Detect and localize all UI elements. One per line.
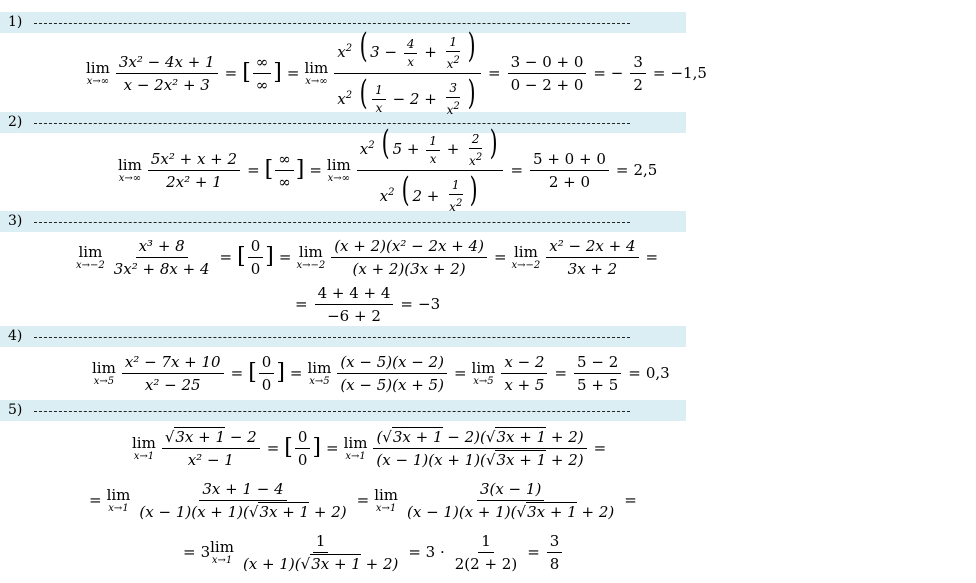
separator-line: [34, 411, 630, 412]
result: −3: [418, 295, 441, 313]
limit-operator: lim x→1: [132, 433, 156, 462]
fraction: $\frac{\text{3x² − 4x + 1}}{\text{x − 2x² + 3}}$: [116, 53, 218, 94]
indeterminate-form: $\frac{\infty}{\infty}$: [253, 53, 272, 94]
separator-line: [34, 123, 630, 124]
factored-fraction: $x^2$ ( 5 + $\frac{1}{x}$ + $\frac{2}{x^2}$ ) $x^2$ ( 2 + $\frac{1}{x^2}$ ): [357, 126, 504, 214]
equation-4: lim x→5 $\frac{\text{x² − 7x + 10}}{\text{x² − 25}}$ = [ $\frac{0}{0}$ ] = lim x→5 $\frac{(x - 5)(x - 2)}{(x - 5)(x + 5)}$ = lim x→5 $\frac{x - 2}{x + 5}$ = $\frac{5 - 2}{5 + 5}$ = 0,3: [92, 352, 670, 394]
equation-2: lim x→∞ $\frac{\text{5x² + x + 2}}{\text{2x² + 1}}$ = [ $\frac{\infty}{\infty}$ ] = lim x→∞ $x^2$ ( 5 + $\frac{1}{x}$ + $\frac{2}{x^2}$ ) $x^2$ ( 2 + $\frac{1}{x^2}$ ) = $\frac{5 + 0 + 0}{2 + 0}$ = 2,5: [118, 123, 658, 214]
fraction: $\frac{3x + 1 - 4}{(x - 1)(x + 1)(√3x + 1 + 2)}$: [139, 479, 347, 521]
fraction: $\frac{5 + 0 + 0}{2 + 0}$: [530, 150, 609, 191]
result: 0,3: [645, 364, 670, 382]
fraction: $\frac{5 - 2}{5 + 5}$: [574, 353, 621, 394]
limit-operator: lim x→∞: [304, 58, 329, 87]
fraction: $\frac{\text{5x² + x + 2}}{\text{2x² + 1}}$: [148, 150, 240, 191]
problem-header-3: [0, 211, 686, 232]
problem-number: 4): [8, 328, 23, 344]
separator-line: [34, 23, 630, 24]
equation-5-line-2: = lim x→1 $\frac{3x + 1 - 4}{(x - 1)(x + 1)(√3x + 1 + 2)}$ = lim x→1 $\frac{3(x - 1)}{(x - 1)(x + 1)(√3x + 1 + 2)}$ =: [89, 479, 637, 521]
limit-operator: lim x→1: [210, 537, 234, 566]
equation-1: lim x→∞ $\frac{\text{3x² − 4x + 1}}{\text{x − 2x² + 3}}$ = [ $\frac{\infty}{\infty}$ ] = lim x→∞ $x^2$ ( 3 − $\frac{4}{x}$ + $\frac{1}{x^2}$ ) $x^2$ ( $\frac{1}{x}$ − 2 + $\frac{3}{x^2}$ ) = $\frac{3 - 0 + 0}{0 - 2 + 0}$ = − $\frac{3}{2}$ = −1,5: [86, 26, 707, 117]
result: 2,5: [633, 161, 658, 179]
limit-operator: lim x→∞: [86, 58, 110, 87]
separator-line: [34, 222, 630, 223]
fraction: $\frac{x - 2}{x + 5}$: [501, 353, 547, 394]
fraction: $\frac{1}{2(2 + 2)}$: [454, 531, 518, 573]
problem-header-5: [0, 400, 686, 421]
fraction: $\frac{√3x + 1 - 2}{\text{x² − 1}}$: [162, 428, 260, 469]
equation-3-line-2: = $\frac{4 + 4 + 4}{-6 + 2}$ = −3: [295, 283, 441, 325]
fraction: $\frac{3 - 0 + 0}{0 - 2 + 0}$: [508, 53, 587, 94]
indeterminate-form: $\frac{\infty}{\infty}$: [275, 150, 294, 191]
result: $\frac{3}{8}$: [547, 532, 563, 573]
separator-line: [34, 337, 630, 338]
limit-operator: lim x→∞: [326, 155, 351, 184]
limit-operator: lim x→−2: [511, 242, 541, 271]
limit-operator: lim x→1: [374, 485, 399, 514]
problem-number: 1): [8, 14, 23, 30]
equation-3-line-1: lim x→−2 $\frac{\text{x³ + 8}}{\text{3x² + 8x + 4}}$ = [ $\frac{0}{0}$ ] = lim x→−2 $\frac{\text{(x + 2)(x² − 2x + 4)}}{(x + 2)(3x + 2)}$ = lim x→−2 $\frac{\text{x² − 2x + 4}}{3x + 2}$ =: [76, 236, 659, 278]
limit-operator: lim x→5: [471, 358, 496, 387]
fraction: $\frac{\text{(x + 2)(x² − 2x + 4)}}{(x + 2)(3x + 2)}$: [331, 237, 487, 278]
limit-operator: lim x→1: [343, 433, 368, 462]
equation-5-line-1: lim x→1 $\frac{√3x + 1 - 2}{\text{x² − 1}}$ = [ $\frac{0}{0}$ ] = lim x→1 $\frac{(√3x + 1 - 2)(√3x + 1 + 2)}{(x - 1)(x + 1)(√3x + 1 + 2)}$ =: [132, 427, 607, 469]
fraction: $\frac{3(x - 1)}{(x - 1)(x + 1)(√3x + 1 + 2)}$: [407, 479, 615, 521]
fraction: $\frac{\text{x³ + 8}}{\text{3x² + 8x + 4}}$: [113, 236, 210, 278]
limit-operator: lim x→1: [106, 485, 131, 514]
indeterminate-form: $\frac{0}{0}$: [259, 353, 275, 394]
conjugate-fraction: $\frac{(√3x + 1 - 2)(√3x + 1 + 2)}{(x - 1)(x + 1)(√3x + 1 + 2)}$: [373, 428, 586, 469]
fraction: $\frac{(x - 5)(x - 2)}{(x - 5)(x + 5)}$: [337, 353, 447, 394]
fraction: $\frac{1}{(x + 1)(√3x + 1 + 2)}$: [242, 531, 399, 573]
problem-header-4: [0, 326, 686, 347]
coefficient: 3: [200, 543, 211, 561]
indeterminate-form: $\frac{0}{0}$: [295, 428, 311, 469]
fraction: $\frac{\text{x² − 7x + 10}}{\text{x² − 25}}$: [122, 353, 224, 394]
fraction: $\frac{\text{x² − 2x + 4}}{3x + 2}$: [546, 237, 638, 278]
limit-operator: lim x→5: [92, 358, 116, 387]
limit-operator: lim x→5: [307, 358, 332, 387]
result: −1,5: [670, 64, 707, 82]
factored-fraction: $x^2$ ( 3 − $\frac{4}{x}$ + $\frac{1}{x^2}$ ) $x^2$ ( $\frac{1}{x}$ − 2 + $\frac{3}{x^2}$ ): [334, 29, 481, 117]
problem-number: 2): [8, 114, 23, 130]
limit-operator: lim x→−2: [76, 242, 105, 271]
limit-operator: lim x→−2: [296, 242, 326, 271]
limit-operator: lim x→∞: [118, 155, 142, 184]
indeterminate-form: $\frac{0}{0}$: [248, 237, 264, 278]
fraction: $\frac{4 + 4 + 4}{-6 + 2}$: [315, 284, 394, 325]
problem-number: 5): [8, 402, 23, 418]
problem-number: 3): [8, 213, 23, 229]
equation-5-line-3: = 3 lim x→1 $\frac{1}{(x + 1)(√3x + 1 + 2)}$ = 3 · $\frac{1}{2(2 + 2)}$ = $\frac{3}{8}$: [0, 528, 864, 576]
fraction: $\frac{3}{2}$: [630, 53, 646, 94]
